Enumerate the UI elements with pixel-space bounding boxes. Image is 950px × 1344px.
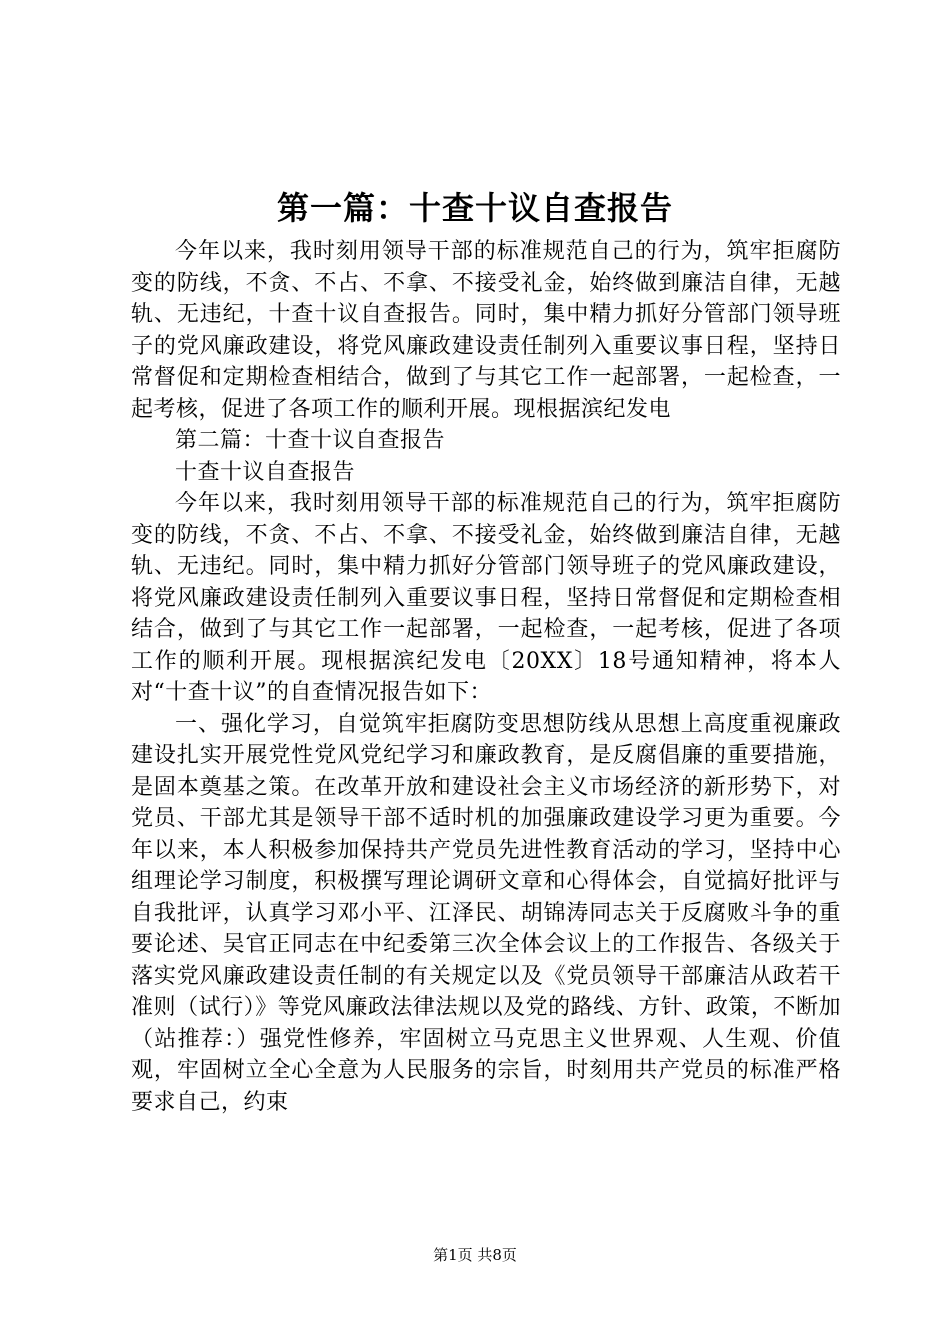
document-title: 第一篇：十查十议自查报告 — [276, 189, 673, 227]
paragraph-intro: 今年以来，我时刻用领导干部的标准规范自己的行为，筑牢拒腐防变的防线，不贪、不占、不拿、不接受礼金，始终做到廉洁自律，无越轨、无违纪，十查十议自查报告。同时，集中精力抓好分管部门领导班子的党风廉政建设，将党风廉政建设责任制列入重要议事日程，坚持日常督促和定期检查相结合，做到了与其它工作一起部署，一起检查，一起考核，促进了各项工作的顺利开展。现根据滨纪发电 — [131, 239, 841, 422]
paragraph-section-one: 一、强化学习，自觉筑牢拒腐防变思想防线从思想上高度重视廉政建设扎实开展党性党风党纪学习和廉政教育，是反腐倡廉的重要措施，是固本奠基之策。在改革开放和建设社会主义市场经济的新形势下，对党员、干部尤其是领导干部不适时机的加强廉政建设学习更为重要。今年以来，本人积极参加保持共产党员先进性教育活动的学习，坚持中心组理论学习制度，积极撰写理论调研文章和心得体会，自觉搞好批评与自我批评，认真学习邓小平、江泽民、胡锦涛同志关于反腐败斗争的重要论述、吴官正同志在中纪委第三次全体会议上的工作报告、各级关于落实党风廉政建设责任制的有关规定以及《党员领导干部廉洁从政若干准则（试行）》等党风廉政法律法规以及党的路线、方针、政策，不断加（站推荐：）强党性修养，牢固树立马克思主义世界观、人生观、价值观，牢固树立全心全意为人民服务的宗旨，时刻用共产党员的标准严格要求自己，约束 — [131, 711, 841, 1115]
paragraph-second-title: 第二篇：十查十议自查报告 — [175, 428, 446, 453]
paragraph-report-intro: 今年以来，我时刻用领导干部的标准规范自己的行为，筑牢拒腐防变的防线，不贪、不占、不拿、不接受礼金，始终做到廉洁自律，无越轨、无违纪。同时，集中精力抓好分管部门领导班子的党风廉政建设，将党风廉政建设责任制列入重要议事日程，坚持日常督促和定期检查相结合，做到了与其它工作一起部署，一起检查，一起考核，促进了各项工作的顺利开展。现根据滨纪发电〔20XX〕18号通知精神，将本人对“十查十议”的自查情况报告如下： — [131, 491, 841, 705]
document-body — [131, 236, 841, 1118]
paragraph-report-heading: 十查十议自查报告 — [175, 459, 356, 485]
page-number-footer: 第1页 共8页 — [433, 1246, 517, 1264]
